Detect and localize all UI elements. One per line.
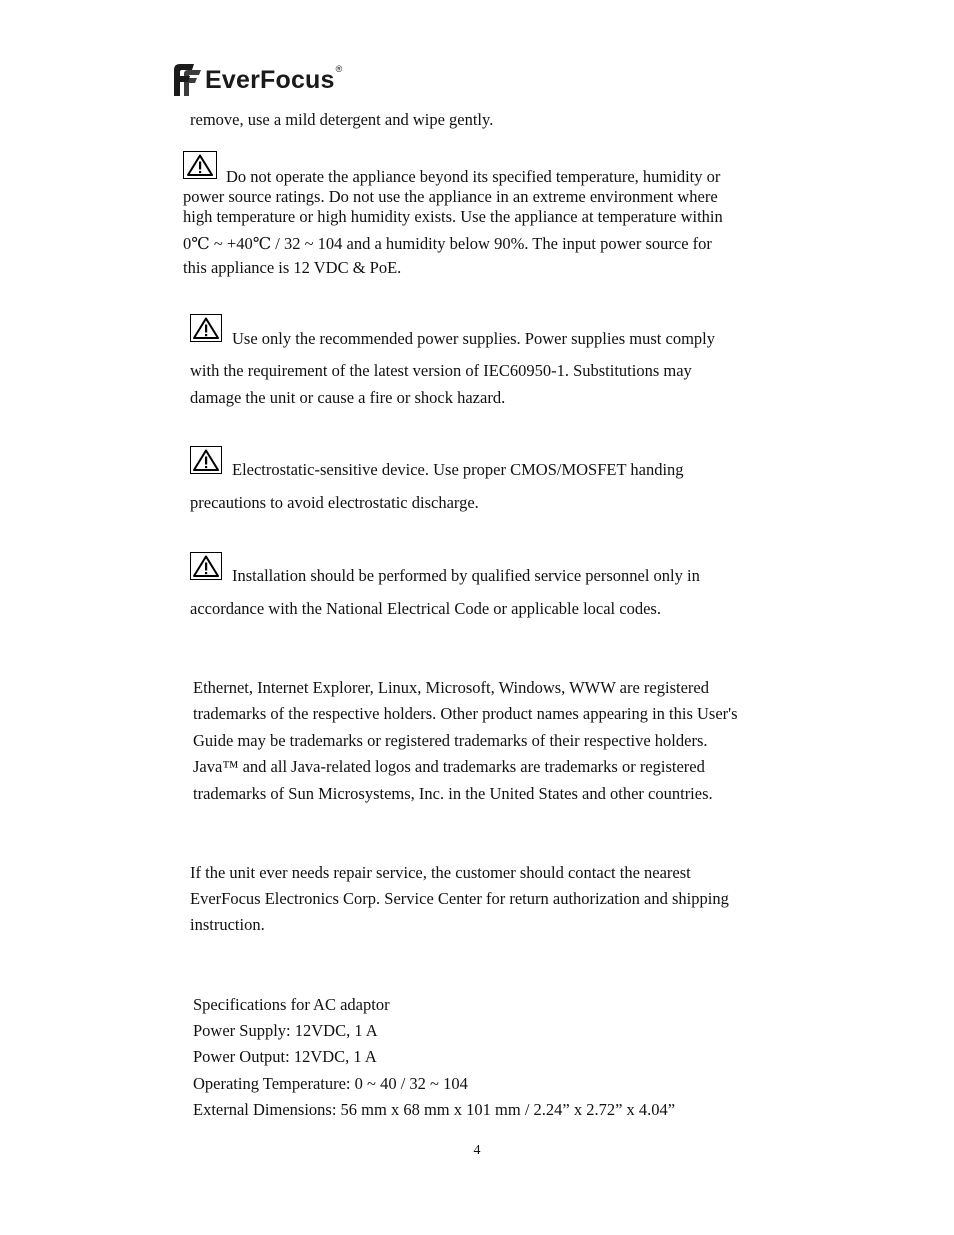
everfocus-logo-mark-icon bbox=[172, 62, 202, 96]
warning-text-line: Installation should be performed by qualified service personnel only in bbox=[232, 566, 700, 585]
warning-text-line: Electrostatic-sensitive device. Use proper CMOS/MOSFET handing bbox=[232, 460, 684, 479]
trademarks-text-line: trademarks of the respective holders. Other product names appearing in this User's bbox=[193, 704, 738, 723]
brand-name: EverFocus bbox=[205, 65, 335, 94]
warning-text-line: precautions to avoid electrostatic discharge. bbox=[190, 493, 479, 512]
trademarks-text-line: Guide may be trademarks or registered trademarks of their respective holders. bbox=[193, 731, 708, 750]
trademarks-text-line: Java™ and all Java-related logos and trademarks are trademarks or registered bbox=[193, 757, 705, 776]
trademarks-text-line: Ethernet, Internet Explorer, Linux, Microsoft, Windows, WWW are registered bbox=[193, 678, 709, 697]
warning-text-line: this appliance is 12 VDC & PoE. bbox=[183, 258, 402, 277]
warning-text-line: Use only the recommended power supplies. Power supplies must comply bbox=[232, 329, 716, 348]
service-text-line: EverFocus Electronics Corp. Service Center for return authorization and shipping bbox=[190, 889, 729, 908]
warning-text-line: power source ratings. Do not use the appliance in an extreme environment where bbox=[183, 187, 718, 206]
spec-line: Power Output: 12VDC, 1 A bbox=[193, 1047, 377, 1066]
spec-line: External Dimensions: 56 mm x 68 mm x 101 mm / 2.24” x 2.72” x 4.04” bbox=[193, 1100, 676, 1119]
page-number: 4 bbox=[473, 1143, 481, 1158]
spec-line: Specifications for AC adaptor bbox=[193, 995, 390, 1014]
everfocus-logo bbox=[172, 60, 342, 98]
warning-triangle-icon bbox=[190, 552, 222, 580]
spec-line: Power Supply: 12VDC, 1 A bbox=[193, 1021, 378, 1040]
warning-text-line: with the requirement of the latest version of IEC60950-1. Substitutions may bbox=[190, 361, 692, 380]
intro-text: remove, use a mild detergent and wipe gently. bbox=[190, 110, 494, 129]
service-text-line: If the unit ever needs repair service, the customer should contact the nearest bbox=[190, 863, 691, 882]
warning-triangle-icon bbox=[183, 151, 217, 179]
warning-text-line: high temperature or high humidity exists. Use the appliance at temperature within bbox=[183, 207, 723, 226]
warning-text-line: Do not operate the appliance beyond its specified temperature, humidity or bbox=[226, 167, 721, 186]
warning-triangle-icon bbox=[190, 314, 222, 342]
warning-text-line: accordance with the National Electrical Code or applicable local codes. bbox=[190, 599, 661, 618]
warning-triangle-icon bbox=[190, 446, 222, 474]
warning-text-line: damage the unit or cause a fire or shock hazard. bbox=[190, 388, 506, 407]
service-text-line: instruction. bbox=[190, 915, 265, 934]
spec-line: Operating Temperature: 0 ~ 40 / 32 ~ 104 bbox=[193, 1074, 468, 1093]
trademarks-text-line: trademarks of Sun Microsystems, Inc. in the United States and other countries. bbox=[193, 784, 713, 803]
registered-mark: ® bbox=[335, 64, 343, 74]
warning-text-line: 0℃ ~ +40℃ / 32 ~ 104 and a humidity below 90%. The input power source for bbox=[183, 234, 712, 253]
